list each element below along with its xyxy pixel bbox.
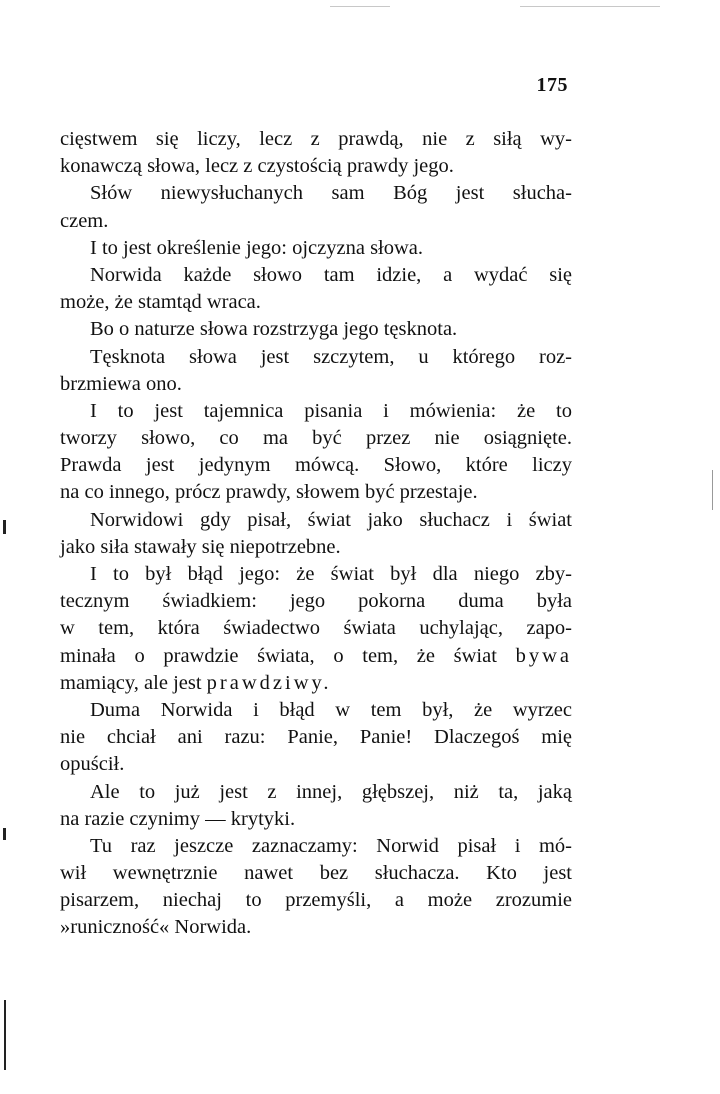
text-line-content: brzmiewa ono. [60, 372, 182, 395]
text-line-content: jako siła stawały się niepotrzebne. [60, 535, 341, 558]
text-line [60, 344, 572, 371]
text-line [60, 860, 572, 887]
scan-edge-mark [712, 470, 713, 510]
text-line [60, 561, 572, 588]
text-line [60, 806, 572, 833]
text-line [60, 425, 572, 452]
text-line-content: tworzy słowo, co ma być przez nie osiągnięte. [60, 427, 572, 450]
text-line [60, 670, 572, 697]
text-line [60, 724, 572, 751]
text-line-content: Słów niewysłuchanych sam Bóg jest słucha- [90, 182, 572, 205]
text-line [60, 371, 572, 398]
text-line-content: minała o prawdzie świata, o tem, że świat [60, 644, 497, 667]
text-line-content: cięstwem się liczy, lecz z prawdą, nie z siłą wy- [60, 128, 572, 150]
body-text [60, 126, 572, 942]
text-line-content: Bo o naturze słowa rozstrzyga jego tęsknota. [90, 318, 458, 341]
text-line-content: Tęsknota słowa jest szczytem, u którego roz- [90, 345, 572, 368]
text-line [60, 126, 572, 153]
text-line-content: wił wewnętrznie nawet bez słuchacza. Kto jest [60, 862, 572, 885]
text-line-content: I to jest tajemnica pisania i mówienia: że to [90, 399, 572, 422]
scan-artifact [520, 6, 660, 7]
text-line [60, 914, 572, 941]
text-line-content: mamiący, ale jest [60, 671, 202, 694]
text-line-content: na co innego, prócz prawdy, słowem być przestaje. [60, 481, 478, 504]
text-line [60, 887, 572, 914]
text-line-content: I to był błąd jego: że świat był dla niego zby- [90, 563, 572, 585]
text-line [60, 697, 572, 724]
text-line [60, 153, 572, 180]
text-line [60, 643, 572, 670]
text-line-content: Tu raz jeszcze zaznaczamy: Norwid pisał i mó- [90, 834, 572, 857]
text-line-content: w tem, która świadectwo świata uchylając, zapo- [60, 617, 572, 640]
text-line-content: nie chciał ani razu: Panie, Panie! Dlaczegoś mię [60, 726, 572, 749]
text-line [60, 779, 572, 806]
scan-artifact [330, 6, 390, 7]
text-line [60, 316, 572, 343]
text-line-content: Ale to już jest z innej, głębszej, niż ta, jaką [90, 780, 572, 803]
text-line-content: konawczą słowa, lecz z czystością prawdy jego. [60, 155, 454, 178]
text-line [60, 398, 572, 425]
text-line [60, 507, 572, 534]
text-line-content: może, że stamtąd wraca. [60, 291, 261, 314]
text-line [60, 833, 572, 860]
text-line-content: pisarzem, niechaj to przemyśli, a może zrozumie [60, 889, 572, 912]
text-line [60, 751, 572, 778]
text-line-content: tecznym świadkiem: jego pokorna duma była [60, 590, 572, 613]
text-line-content: I to jest określenie jego: ojczyzna słowa. [90, 236, 424, 259]
text-line-content: na razie czynimy — krytyki. [60, 807, 296, 830]
text-line-content: »runiczność« Norwida. [60, 916, 252, 939]
text-line [60, 262, 572, 289]
text-line [60, 615, 572, 642]
scan-edge-mark [3, 828, 6, 840]
scan-edge-mark [4, 1000, 6, 1070]
text-line [60, 208, 572, 235]
text-line-content: Norwida każde słowo tam idzie, a wydać się [90, 263, 572, 286]
text-line [60, 588, 572, 615]
text-line [60, 289, 572, 316]
text-line-content: Prawda jest jedynym mówcą. Słowo, które liczy [60, 454, 572, 477]
text-line [60, 452, 572, 479]
text-line [60, 534, 572, 561]
text-line [60, 235, 572, 262]
text-line-content: czem. [60, 209, 109, 232]
emphasized-word: prawdziwy. [206, 671, 332, 694]
emphasized-word: bywa [515, 644, 572, 667]
text-line-content: Norwidowi gdy pisał, świat jako słuchacz i świat [90, 508, 572, 531]
page-number: 175 [536, 74, 568, 96]
text-line-content: Duma Norwida i błąd w tem był, że wyrzec [90, 698, 572, 721]
text-line [60, 479, 572, 506]
text-line-content: opuścił. [60, 753, 125, 776]
text-line [60, 180, 572, 207]
scan-edge-mark [3, 520, 6, 534]
